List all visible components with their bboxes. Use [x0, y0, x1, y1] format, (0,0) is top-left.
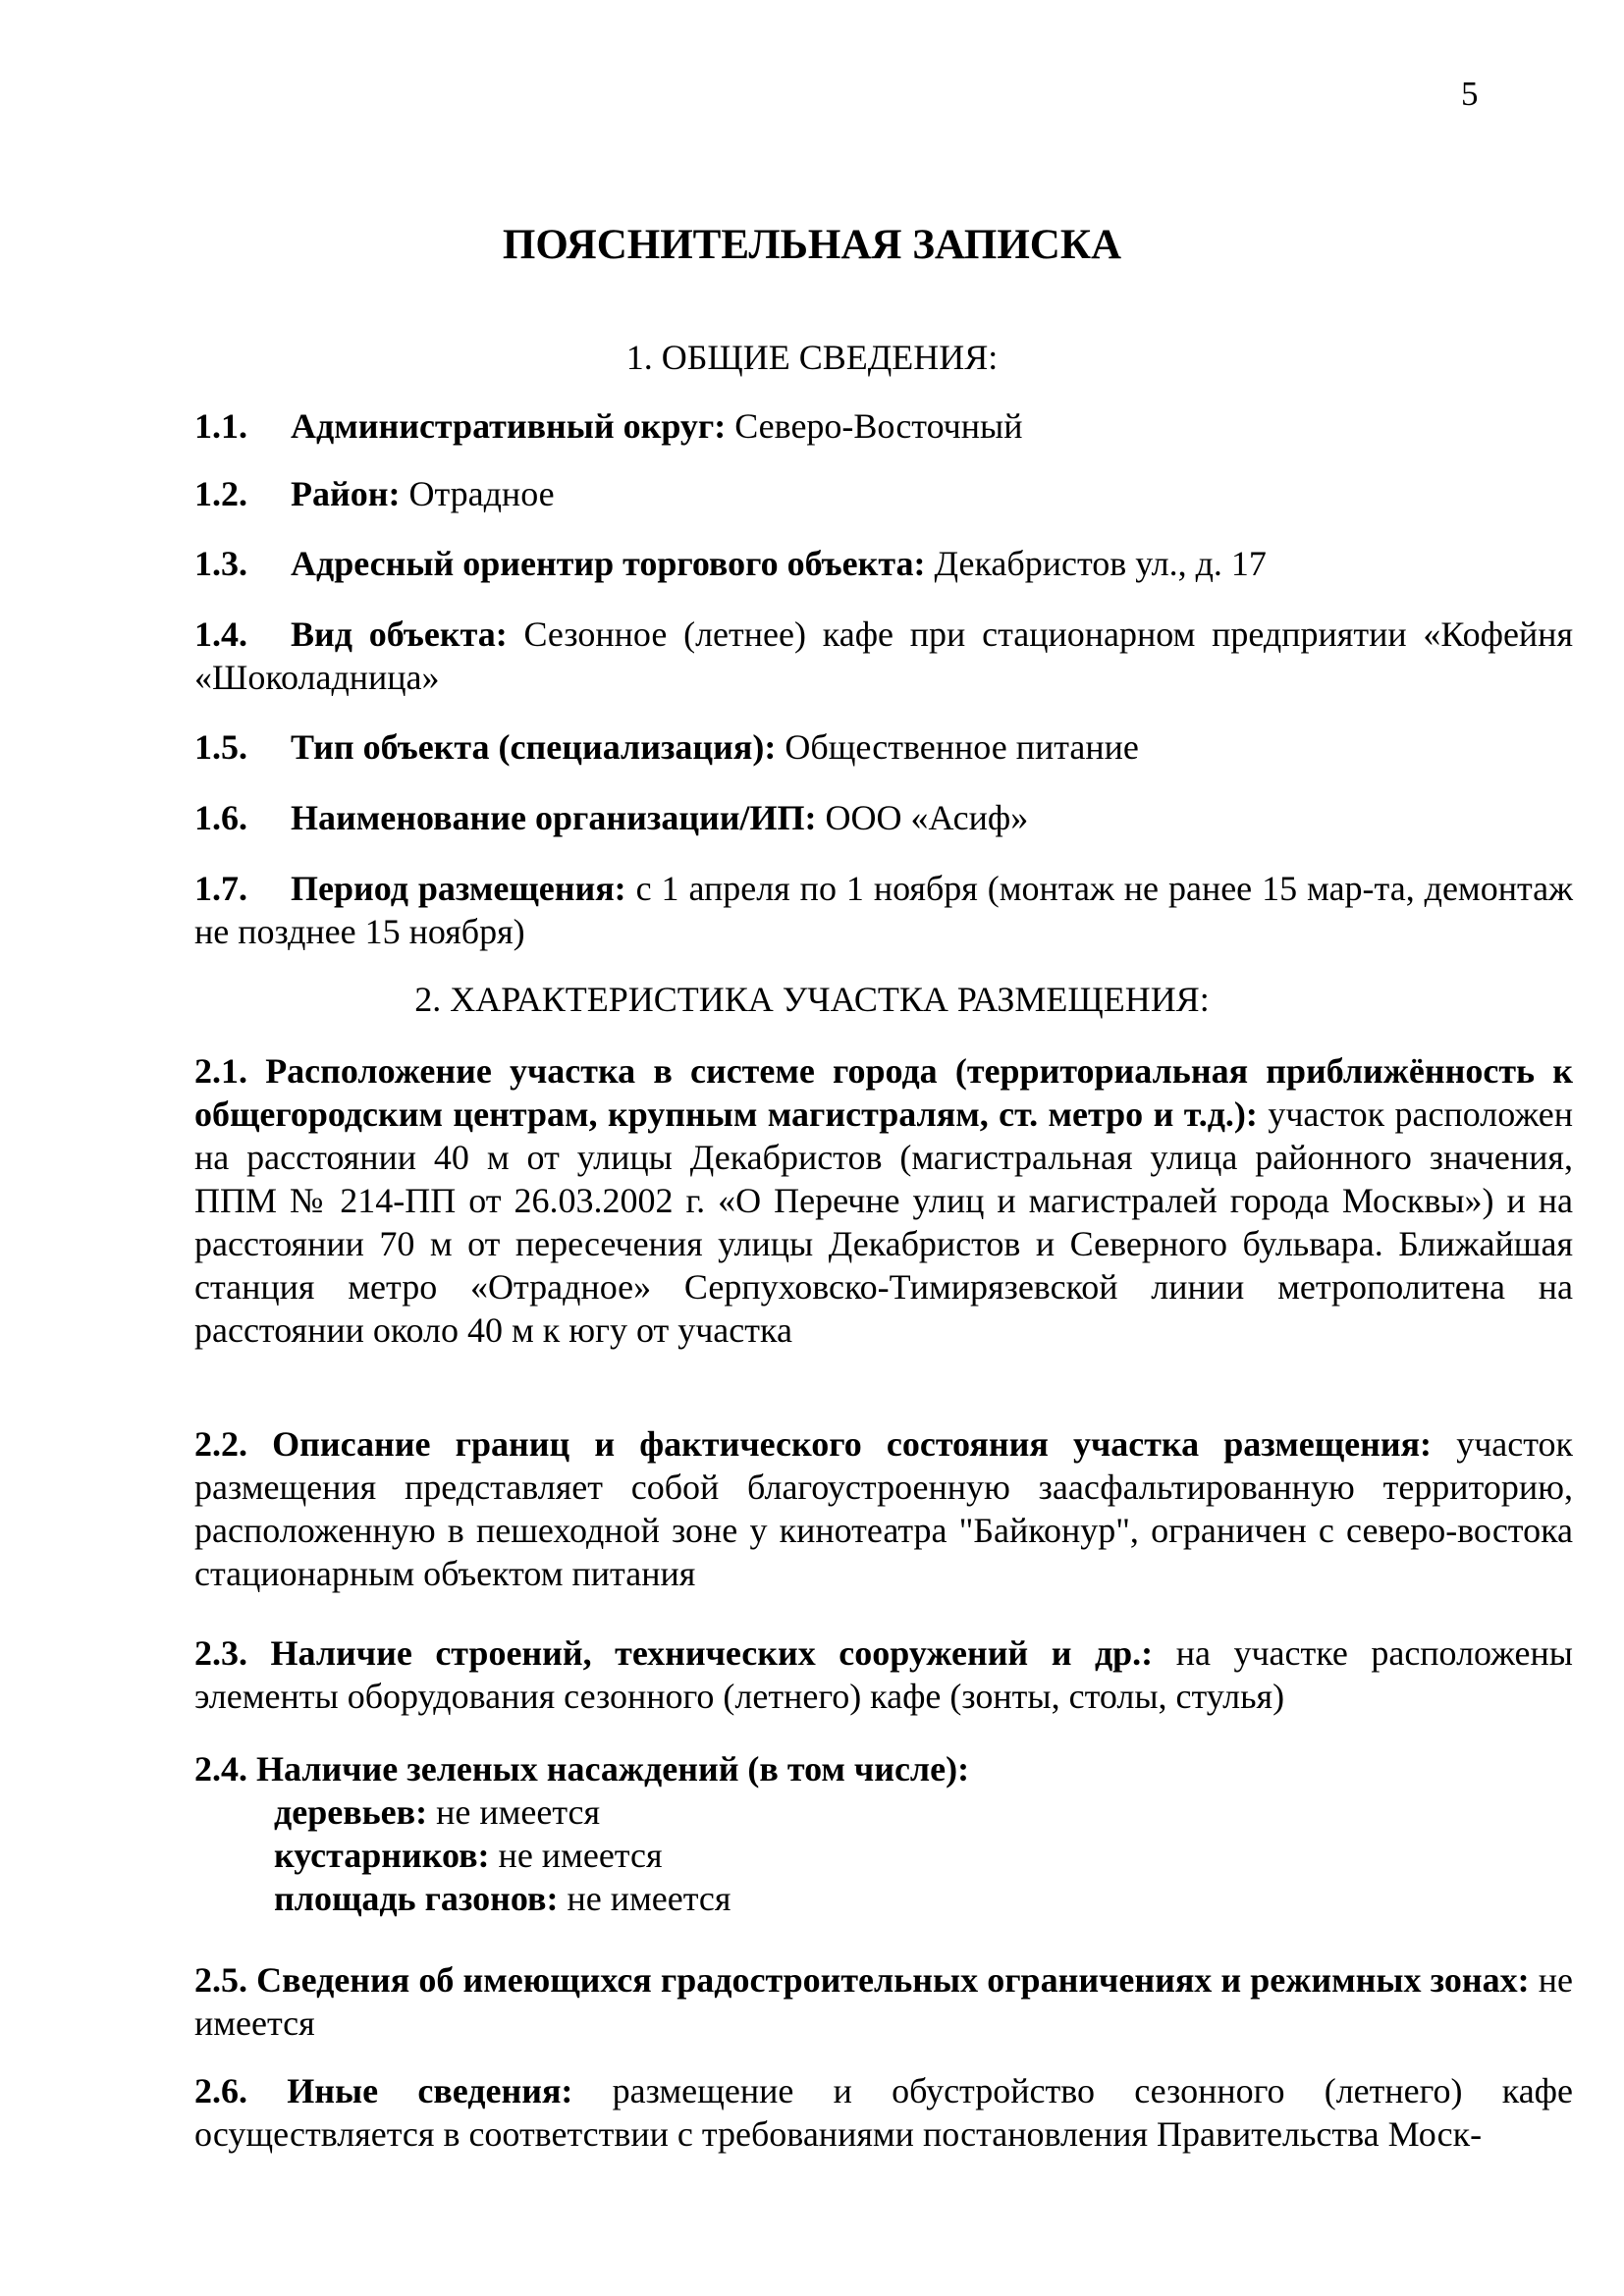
item-label: Административный округ: — [291, 406, 727, 446]
item-1-4 — [194, 613, 1573, 699]
item-label: Вид объекта: — [291, 614, 508, 654]
item-number: 1.2. — [194, 474, 247, 513]
item-value: Декабристов ул., д. 17 — [925, 544, 1267, 583]
item-number: 1.5. — [194, 727, 247, 767]
item-2-4 — [194, 1747, 1573, 1920]
document-title: ПОЯСНИТЕЛЬНАЯ ЗАПИСКА — [502, 222, 1122, 268]
item-label: Тип объекта (специализация): — [291, 727, 777, 767]
sub-item-value: не имеется — [427, 1792, 601, 1832]
sub-item-lawns — [194, 1877, 1573, 1920]
item-value: на участке расположены элементы оборудования сезонного (летнего) кафе (зонты, столы, стулья) — [194, 1633, 1573, 1716]
item-value: Сезонное (летнее) кафе при стационарном предприятии «Кофейня «Шоколадница» — [194, 614, 1574, 697]
item-label: Наименование организации/ИП: — [291, 798, 817, 837]
sub-item-value: не имеется — [489, 1836, 663, 1875]
item-label: 2.4. Наличие зеленых насаждений (в том числе): — [194, 1749, 970, 1789]
item-label: Район: — [291, 474, 401, 513]
item-1-7 — [194, 867, 1573, 953]
item-2-1 — [194, 1049, 1573, 1352]
sub-item-label: кустарников: — [274, 1836, 490, 1875]
item-2-5 — [194, 1958, 1573, 2045]
item-1-5 — [194, 725, 1573, 769]
page-number: 5 — [1461, 75, 1479, 113]
item-number: 1.3. — [194, 544, 247, 583]
sub-item-label: деревьев: — [274, 1792, 428, 1832]
item-2-2 — [194, 1422, 1573, 1595]
item-label: Адресный ориентир торгового объекта: — [291, 544, 926, 583]
item-value: не имеется — [194, 1960, 1573, 2043]
item-label: 2.2. Описание границ и фактического состояния участка размещения: — [194, 1424, 1433, 1464]
sub-item-value: не имеется — [558, 1879, 731, 1918]
item-value: ООО «Асиф» — [816, 798, 1029, 837]
section-1-heading: 1. ОБЩИЕ СВЕДЕНИЯ: — [625, 338, 999, 377]
item-2-6 — [194, 2069, 1573, 2156]
item-1-6 — [194, 796, 1573, 839]
item-label: 2.1. Расположение участка в системе города (территориальная приближённость к общегородским центрам, крупным магистралям, ст. метро и т.д.): — [194, 1051, 1573, 1134]
sub-item-shrubs — [194, 1834, 1573, 1877]
item-number: 1.7. — [194, 869, 247, 908]
item-value: участок расположен на расстоянии 40 м от улицы Декабристов (магистральная улица районного значения, ППМ № 214-ПП от 26.03.2002 г. «О Перечне улиц и магистралей города Москвы») и на расстоянии 70 м от пересечения улицы Декабристов и Северного бульвара. Ближайшая станция метро «Отрадное» Серпуховско-Тимирязевской линии метрополитена на расстоянии около 40 м к югу от участка — [194, 1095, 1573, 1350]
sub-item-trees — [194, 1790, 1573, 1834]
item-label: Период размещения: — [291, 869, 626, 908]
item-1-2 — [194, 472, 1573, 515]
item-2-3 — [194, 1631, 1573, 1718]
item-value: Северо-Восточный — [726, 406, 1023, 446]
item-number: 1.6. — [194, 798, 247, 837]
item-value: размещение и обустройство сезонного (летнего) кафе осуществляется в соответствии с требованиями постановления Правительства Моск- — [194, 2071, 1573, 2154]
item-value: участок размещения представляет собой благоустроенную заасфальтированную территорию, расположенную в пешеходной зоне у кинотеатра "Байконур", ограничен с северо-востока стационарным объектом питания — [194, 1424, 1574, 1593]
sub-item-label: площадь газонов: — [274, 1879, 559, 1918]
item-label: 2.6. Иные сведения: — [194, 2071, 573, 2110]
item-label: 2.5. Сведения об имеющихся градостроительных ограничениях и режимных зонах: — [194, 1960, 1530, 2000]
item-1-1 — [194, 404, 1573, 448]
item-value: Общественное питание — [776, 727, 1139, 767]
item-1-3 — [194, 542, 1573, 585]
item-value: с 1 апреля по 1 ноября (монтаж не ранее 15 мар-та, демонтаж не позднее 15 ноября) — [194, 869, 1574, 951]
item-value: Отрадное — [400, 474, 555, 513]
section-2-heading: 2. ХАРАКТЕРИСТИКА УЧАСТКА РАЗМЕЩЕНИЯ: — [414, 980, 1210, 1019]
item-number: 1.1. — [194, 406, 247, 446]
item-label: 2.3. Наличие строений, технических сооружений и др.: — [194, 1633, 1154, 1673]
item-number: 1.4. — [194, 614, 247, 654]
